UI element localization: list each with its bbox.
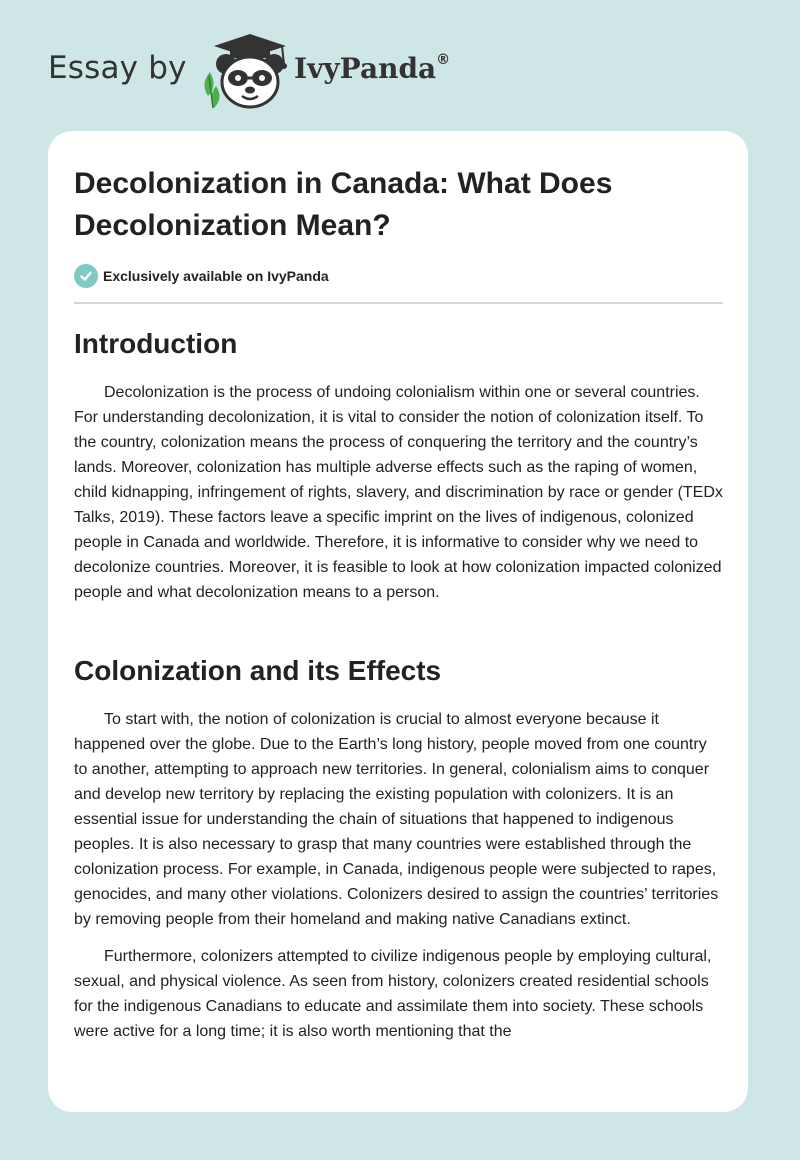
title-divider xyxy=(74,302,723,304)
paragraph: Furthermore, colonizers attempted to civilize indigenous people by employing cultural, sexual, and physical violence. As seen from history, colonizers created residential schools for the indigenous Canadians to educate and assimilate them into society. These schools were active for a long time; it is also worth mentioning that the xyxy=(74,948,712,1040)
section-introduction xyxy=(74,326,724,605)
section-heading: Introduction xyxy=(74,328,238,359)
essay-title: Decolonization in Canada: What Does Decolonization Mean? xyxy=(74,167,613,242)
section-colonization-effects xyxy=(74,653,724,1044)
exclusive-badge-label: Exclusively available on IvyPanda xyxy=(103,268,329,284)
brand-name: IvyPanda® xyxy=(294,51,451,85)
essay-card xyxy=(48,131,748,1112)
essay-by-label: Essay by xyxy=(48,50,187,86)
paragraph: Decolonization is the process of undoing colonialism within one or several countries. For understanding decolonization, it is vital to consider the notion of colonization itself. To the country, colonization means the process of conquering the territory and the country’s lands. Moreover, colonization has multiple adverse effects such as the raping of women, child kidnapping, infringement of rights, slavery, and discrimination by race or gender (TEDx Talks, 2019). These factors leave a specific imprint on the lives of indigenous, colonized people in Canada and worldwide. Therefore, it is informative to consider why we need to decolonize countries. Moreover, it is feasible to look at how colonization impacted colonized people and what decolonization means to a person. xyxy=(74,384,723,601)
section-heading: Colonization and its Effects xyxy=(74,655,442,686)
panda-logo-icon xyxy=(198,30,294,110)
paragraph: To start with, the notion of colonization is crucial to almost everyone because it happened over the globe. Due to the Earth’s long history, people moved from one country to another, attempting to approach new territories. In general, colonialism aims to conquer and develop new territory by replacing the existing population with colonizers. It is an essential issue for understanding the chain of situations that happened to indigenous peoples. It is also necessary to grasp that many countries were established through the colonization process. For example, in Canada, indigenous people were subjected to rapes, genocides, and many other violations. Colonizers desired to assign the countries’ territories by removing people from their homeland and making native Canadians extinct. xyxy=(74,711,719,928)
site-header xyxy=(48,30,508,110)
check-circle-icon xyxy=(74,264,98,288)
exclusive-badge xyxy=(74,263,329,289)
